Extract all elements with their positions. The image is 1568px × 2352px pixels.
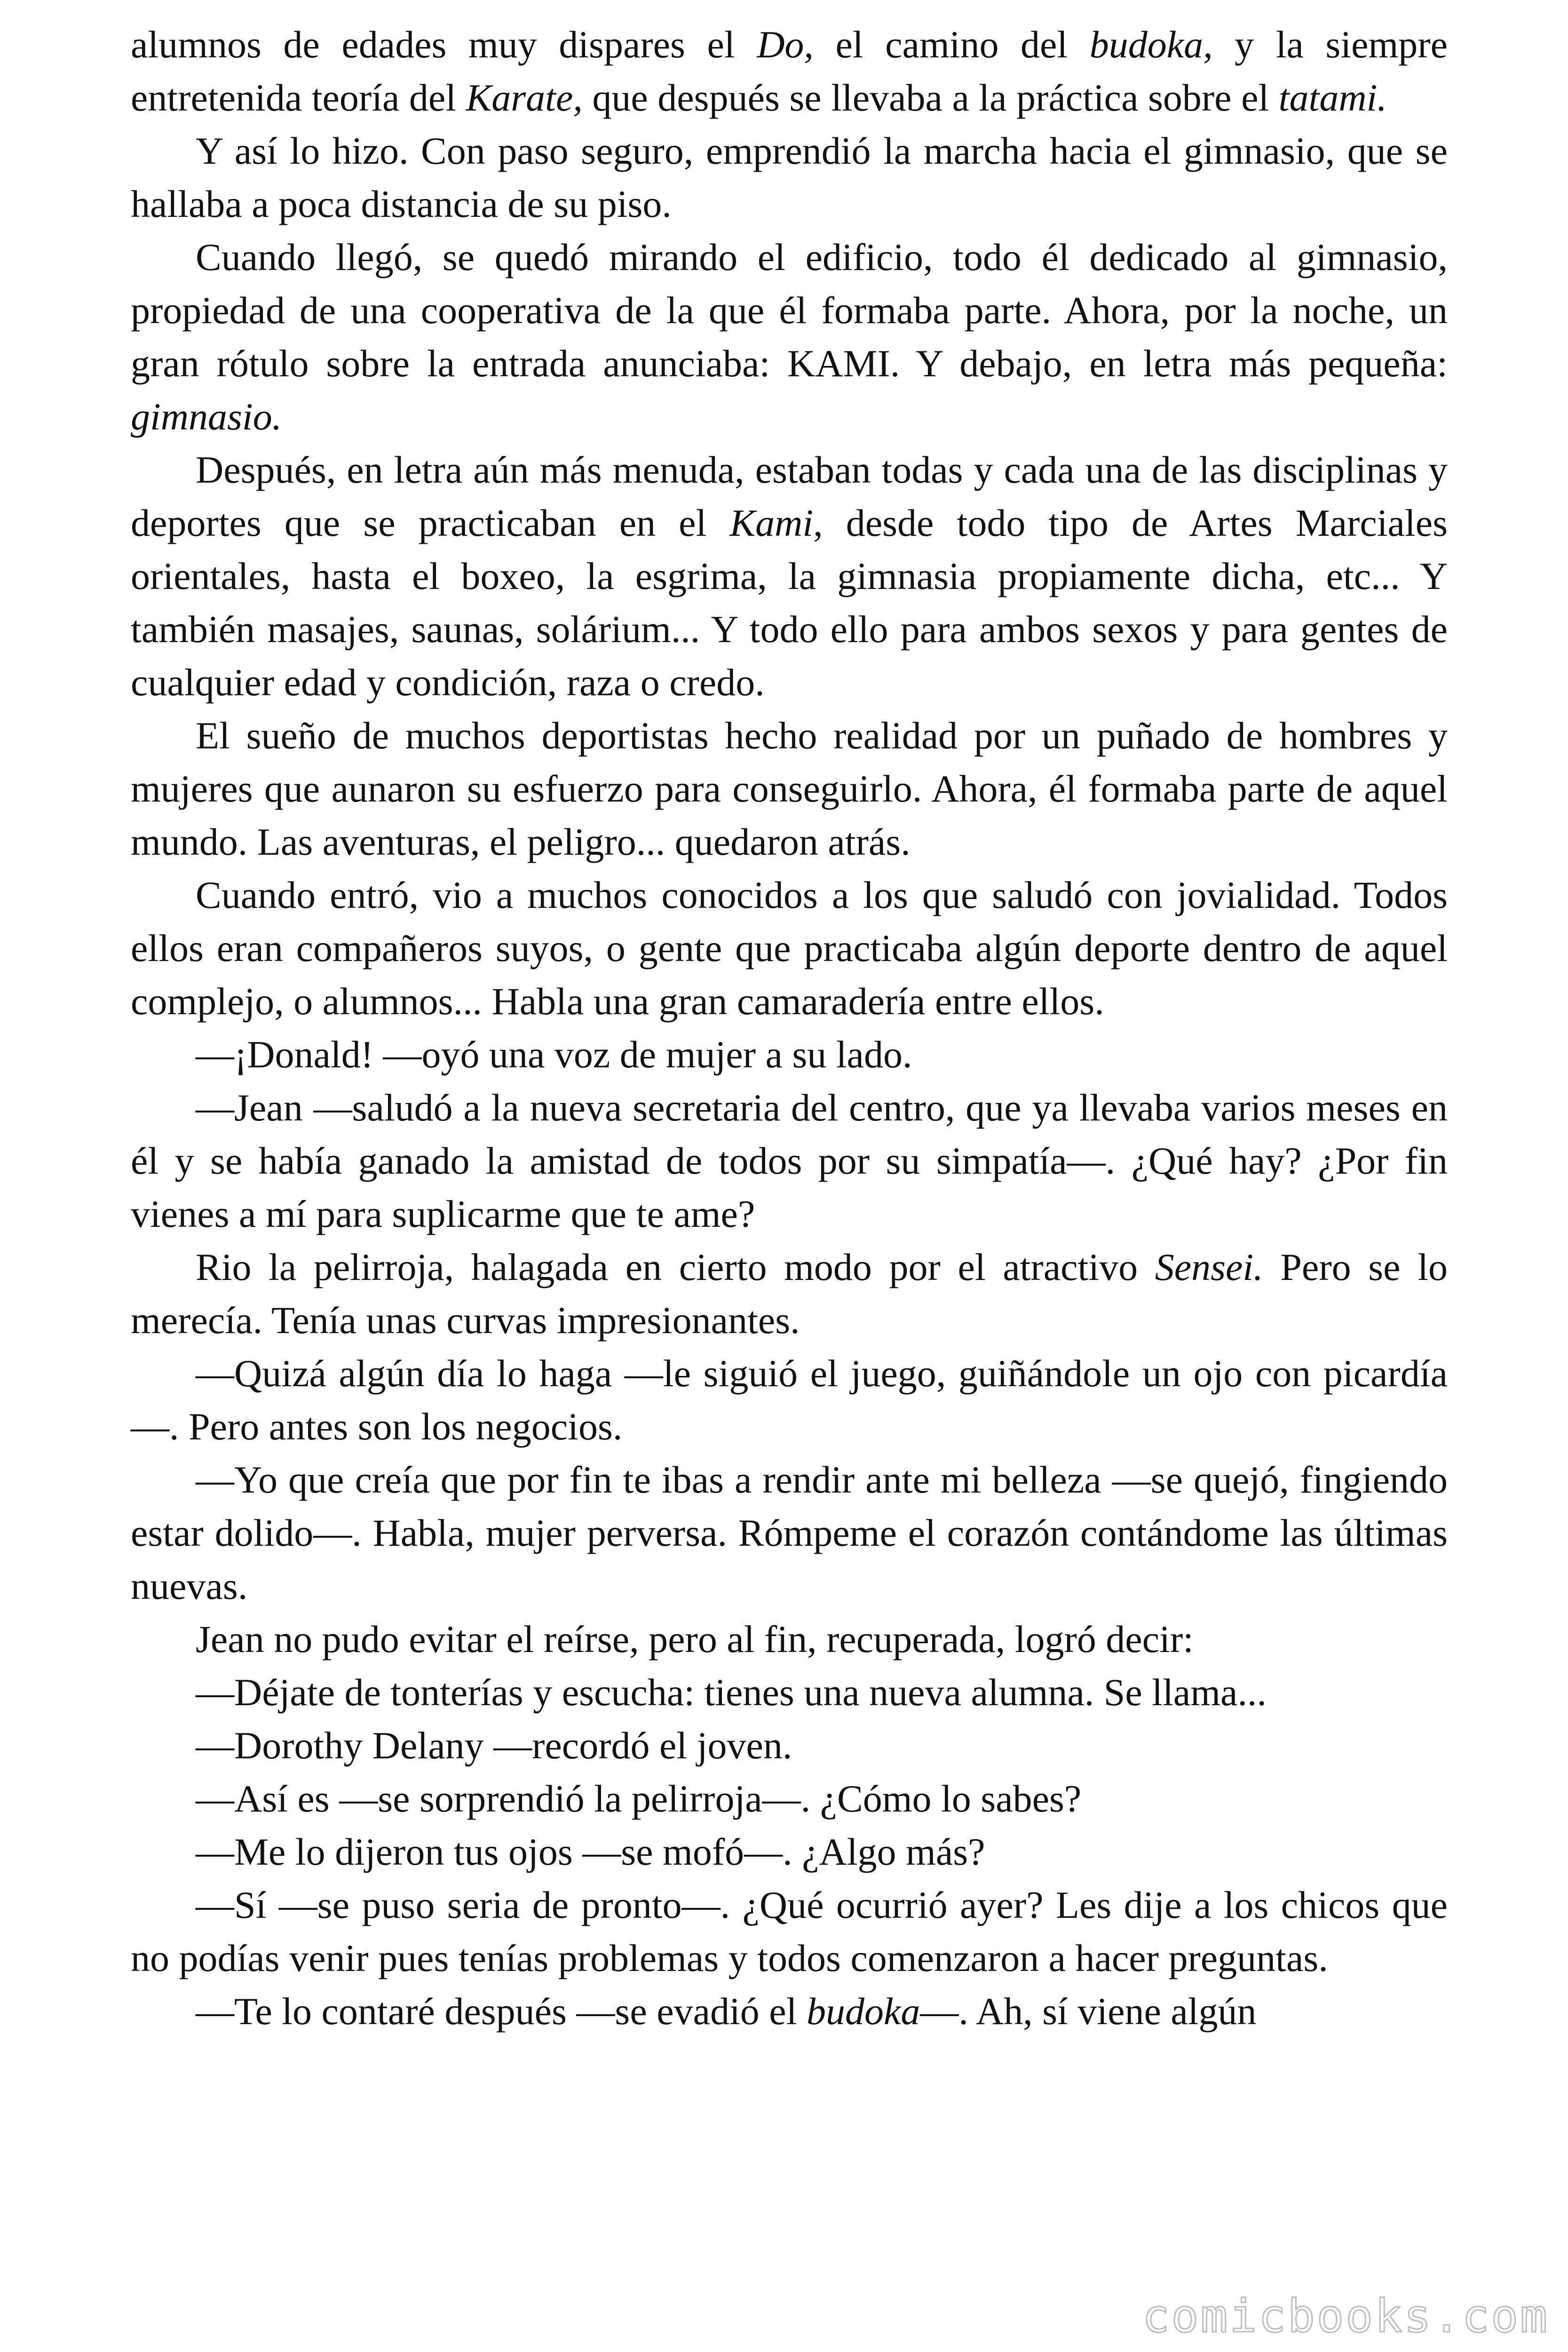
text-run: —Así es —se sorprendió la pelirroja—. ¿Cómo lo sabes? xyxy=(196,1777,1082,1820)
paragraph xyxy=(131,230,1448,443)
text-run: y la siempre entretenida teoría del xyxy=(131,23,1448,119)
paragraph xyxy=(131,1028,1448,1081)
text-run: —Yo que creía que por fin te ibas a rendir ante mi belleza —se quejó, fingiendo estar dolido—. Habla, mujer perversa. Rómpeme el corazón contándome las últimas nuevas. xyxy=(131,1458,1448,1607)
text-run: que después se llevaba a la práctica sobre el xyxy=(582,76,1279,119)
paragraph xyxy=(131,1453,1448,1613)
paragraph xyxy=(131,443,1448,709)
paragraph xyxy=(131,1666,1448,1719)
paragraph xyxy=(131,1985,1448,2038)
text-run: —Quizá algún día lo haga —le siguió el juego, guiñándole un ojo con picardía—. Pero antes son los negocios. xyxy=(131,1352,1448,1448)
italic-text: Sensei. xyxy=(1155,1246,1263,1288)
text-run: Cuando entró, vio a muchos conocidos a los que saludó con jovialidad. Todos ellos eran compañeros suyos, o gente que practicaba algún deporte dentro de aquel complejo, o alumnos... Habla una gran camaradería entre ellos. xyxy=(131,874,1448,1023)
italic-text: budoka, xyxy=(1089,23,1213,66)
text-run: Rio la pelirroja, halagada en cierto modo por el atractivo xyxy=(196,1246,1155,1288)
italic-text: gimnasio. xyxy=(131,395,282,438)
paragraph xyxy=(131,1772,1448,1825)
text-run: —¡Donald! —oyó una voz de mujer a su lado. xyxy=(196,1033,912,1076)
paragraph xyxy=(131,709,1448,868)
paragraph xyxy=(131,1825,1448,1878)
italic-text: Do, xyxy=(757,23,814,66)
text-run: Y así lo hizo. Con paso seguro, emprendió la marcha hacia el gimnasio, que se hallaba a poca distancia de su piso. xyxy=(131,129,1448,225)
text-run: —Te lo contaré después —se evadió el xyxy=(196,1990,807,2033)
italic-text: Karate, xyxy=(466,76,583,119)
paragraph xyxy=(131,1081,1448,1240)
text-run: Cuando llegó, se quedó mirando el edificio, todo él dedicado al gimnasio, propiedad de una cooperativa de la que él formaba parte. Ahora, por la noche, un gran rótulo sobre la entrada anunciaba: KAMI. Y debajo, en letra más pequeña: xyxy=(131,236,1448,385)
paragraph xyxy=(131,1719,1448,1772)
text-run: El sueño de muchos deportistas hecho realidad por un puñado de hombres y mujeres que aunaron su esfuerzo para conseguirlo. Ahora, él formaba parte de aquel mundo. Las aventuras, el peligro... quedaron atrás. xyxy=(131,714,1448,863)
text-run: —Me lo dijeron tus ojos —se mofó—. ¿Algo más? xyxy=(196,1830,985,1873)
text-run: el camino del xyxy=(813,23,1090,66)
italic-text: budoka xyxy=(807,1990,920,2033)
text-run: Después, en letra aún más menuda, estaban todas y cada una de las disciplinas y deportes que se practicaban en el xyxy=(131,448,1448,544)
paragraph xyxy=(131,1240,1448,1347)
text-run: —. Ah, sí viene algún xyxy=(920,1990,1257,2033)
text-run: —Sí —se puso seria de pronto—. ¿Qué ocurrió ayer? Les dije a los chicos que no podías venir pues tenías problemas y todos comenzaron a hacer preguntas. xyxy=(131,1883,1448,1979)
text-run: —Jean —saludó a la nueva secretaria del centro, que ya llevaba varios meses en él y se había ganado la amistad de todos por su simpatía—. ¿Qué hay? ¿Por fin vienes a mí para suplicarme que te ame? xyxy=(131,1086,1448,1235)
text-run: Pero se lo merecía. Tenía unas curvas impresionantes. xyxy=(131,1246,1448,1342)
text-run: alumnos de edades muy dispares el xyxy=(131,23,757,66)
paragraph xyxy=(131,18,1448,124)
text-run: —Déjate de tonterías y escucha: tienes una nueva alumna. Se llama... xyxy=(196,1671,1267,1714)
italic-text: Kami xyxy=(729,501,814,544)
paragraph xyxy=(131,1613,1448,1666)
paragraph xyxy=(131,868,1448,1028)
text-run: , desde todo tipo de Artes Marciales orientales, hasta el boxeo, la esgrima, la gimnasia propiamente dicha, etc... Y también masajes, saunas, solárium... Y todo ello para ambos sexos y para gentes de cualquier edad y condición, raza o credo. xyxy=(131,501,1448,704)
text-run: —Dorothy Delany —recordó el joven. xyxy=(196,1724,792,1767)
page-body xyxy=(131,18,1448,2038)
text-run: Jean no pudo evitar el reírse, pero al fin, recuperada, logró decir: xyxy=(196,1618,1194,1661)
paragraph xyxy=(131,1878,1448,1985)
watermark-text: comicbooks.com xyxy=(1142,2290,1549,2343)
paragraph xyxy=(131,124,1448,230)
paragraph xyxy=(131,1347,1448,1453)
italic-text: tatami. xyxy=(1278,76,1387,119)
